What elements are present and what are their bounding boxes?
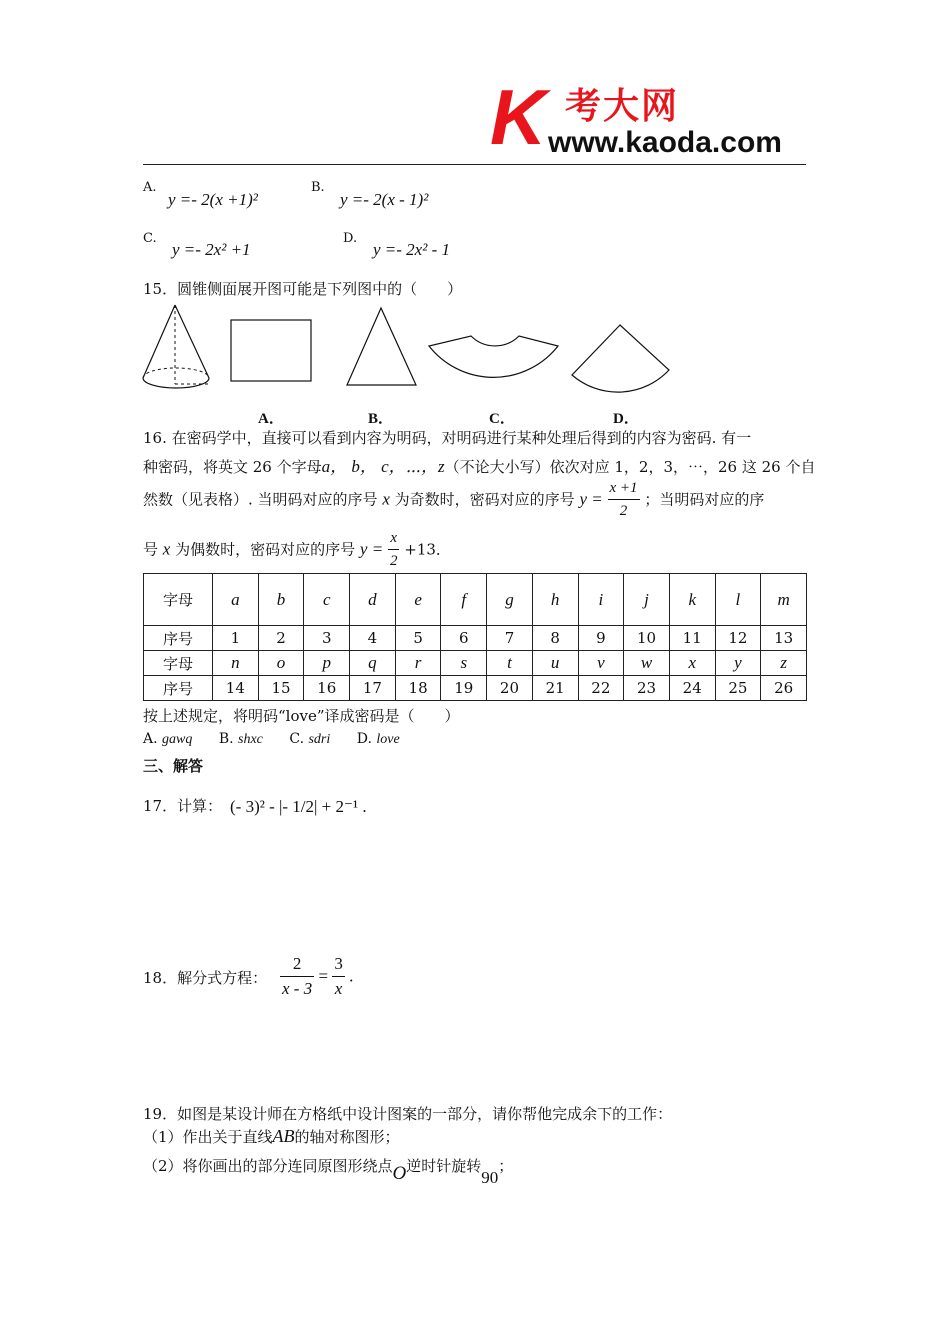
logo-k-glyph: K — [490, 73, 547, 161]
q19-line3-o: O — [392, 1163, 407, 1184]
q16-line4-y: y = — [359, 539, 384, 559]
table-cell: s — [441, 651, 487, 676]
table-cell: 14 — [213, 676, 259, 701]
cone-figure — [143, 305, 209, 388]
q14-option-d-math: y =- 2x² - 1 — [373, 240, 450, 259]
q16-line3-b: 为奇数时，密码对应的序号 — [394, 490, 575, 509]
q19-line3 — [143, 1155, 514, 1187]
table-cell: b — [258, 574, 304, 626]
q16-line2-b: （不论大小写）依次对应 1，2，3，⋯，26 这 26 个自 — [444, 458, 816, 476]
table-cell: 10 — [624, 626, 670, 651]
table-cell: c — [304, 574, 350, 626]
table-cell: o — [258, 651, 304, 676]
q16-line4-x: x — [162, 539, 171, 559]
table-cell: 8 — [532, 626, 578, 651]
table-cell: 18 — [395, 676, 441, 701]
q14-option-b-label: B. — [311, 180, 325, 195]
table-row — [144, 676, 807, 701]
q15-label-a: A． — [258, 411, 284, 427]
q18-den-left: x - 3 — [282, 979, 313, 998]
table-row-label: 字母 — [144, 651, 213, 676]
q16-question: 按上述规定，将明码“love”译成密码是（ ） — [143, 707, 460, 725]
table-cell: 1 — [213, 626, 259, 651]
table-row-label: 字母 — [144, 574, 213, 626]
q16-option-d-value: love — [376, 732, 400, 747]
q19-line2-b: 的轴对称图形； — [294, 1128, 400, 1146]
table-cell: t — [487, 651, 533, 676]
header-divider — [143, 164, 806, 165]
table-cell: i — [578, 574, 624, 626]
q14-option-a-label: A. — [143, 180, 157, 195]
table-cell: 13 — [761, 626, 807, 651]
section-title: 三、解答 — [143, 757, 204, 775]
table-cell: n — [213, 651, 259, 676]
q18-fraction-right — [332, 952, 345, 1001]
table-cell: x — [669, 651, 715, 676]
table-cell: 25 — [715, 676, 761, 701]
q18-end: . — [349, 966, 354, 986]
table-cell: 19 — [441, 676, 487, 701]
q19-line3-a: （2）将你画出的部分连同原图形绕点 — [143, 1157, 393, 1175]
table-cell: p — [304, 651, 350, 676]
q15-label-d: D． — [613, 411, 639, 427]
table-cell: 5 — [395, 626, 441, 651]
table-cell: 22 — [578, 676, 624, 701]
q16-line1: 16. 在密码学中，直接可以看到内容为明码，对明码进行某种处理后得到的内容为密码. 有一 — [143, 429, 752, 447]
q18-equation — [280, 952, 353, 1001]
q16-line2-a: 种密码，将英文 26 个字母 — [143, 458, 322, 476]
q19-line2-a: （1）作出关于直线 — [143, 1128, 273, 1146]
q19-line3-c: ； — [498, 1157, 514, 1175]
q18-equals: = — [318, 966, 329, 986]
table-cell: 3 — [304, 626, 350, 651]
q16-line4-b: 为偶数时，密码对应的序号 — [175, 540, 356, 559]
table-cell: 4 — [350, 626, 396, 651]
q17-label: 17．计算： — [143, 797, 223, 815]
logo-title: 考大网 — [565, 86, 680, 127]
q19-line1: 19．如图是某设计师在方格纸中设计图案的一部分，请你帮他完成余下的工作： — [143, 1105, 673, 1123]
q15-text: 15．圆锥侧面展开图可能是下列图中的（ ） — [143, 280, 463, 298]
q16-line2 — [143, 452, 815, 477]
q14-option-d-label: D. — [343, 231, 358, 246]
q18-fraction-left — [280, 952, 314, 1001]
table-row — [144, 574, 807, 626]
q16-fraction-odd-num: x +1 — [608, 477, 640, 500]
q16-fraction-even-den: 2 — [389, 553, 398, 569]
q15-label-c: C． — [489, 411, 515, 427]
table-cell: e — [395, 574, 441, 626]
table-cell: v — [578, 651, 624, 676]
table-cell: 6 — [441, 626, 487, 651]
q18-label: 18．解分式方程： — [143, 969, 268, 987]
q16-line3-y: y = — [579, 489, 603, 509]
option-d-sector — [572, 325, 669, 392]
q16-option-a-label: A. — [143, 731, 158, 747]
table-cell: 24 — [669, 676, 715, 701]
q18-num-left: 2 — [280, 952, 314, 977]
table-cell: 20 — [487, 676, 533, 701]
table-cell: 16 — [304, 676, 350, 701]
option-a-rectangle — [231, 320, 311, 381]
table-cell: g — [487, 574, 533, 626]
q16-line4-c: +13． — [404, 540, 451, 559]
table-cell: w — [624, 651, 670, 676]
table-cell: 17 — [350, 676, 396, 701]
q17-math: (- 3)² - |- 1/2| + 2⁻¹ . — [230, 797, 367, 816]
table-cell: 2 — [258, 626, 304, 651]
table-cell: 12 — [715, 626, 761, 651]
q16-option-c-value: sdri — [308, 732, 331, 747]
table-cell: 23 — [624, 676, 670, 701]
table-cell: u — [532, 651, 578, 676]
q16-fraction-even — [388, 527, 400, 572]
table-cell: m — [761, 574, 807, 626]
table-row — [144, 626, 807, 651]
q19-line2 — [143, 1126, 400, 1147]
q18-den-right: x — [334, 979, 343, 998]
table-row — [144, 651, 807, 676]
q16-option-d-label: D. — [356, 731, 372, 747]
q15-figures — [138, 300, 678, 400]
table-cell: r — [395, 651, 441, 676]
q19-line2-ab: AB — [272, 1126, 295, 1146]
table-cell: j — [624, 574, 670, 626]
q16-option-b-label: B. — [218, 731, 234, 747]
option-c-annular-sector — [429, 336, 558, 377]
q14-option-b-math: y =- 2(x - 1)² — [340, 190, 429, 209]
table-cell: 21 — [532, 676, 578, 701]
table-cell: f — [441, 574, 487, 626]
table-cell: z — [761, 651, 807, 676]
q16-fraction-odd-den: 2 — [619, 503, 628, 519]
q16-option-a-value: gawq — [162, 732, 193, 747]
q16-options — [143, 731, 400, 748]
q16-fraction-odd — [608, 477, 640, 522]
table-cell: 7 — [487, 626, 533, 651]
table-row-label: 序号 — [144, 676, 213, 701]
q16-line4-a: 号 — [143, 540, 159, 559]
table-cell: y — [715, 651, 761, 676]
q15-label-b: B． — [368, 411, 394, 427]
table-cell: d — [350, 574, 396, 626]
q16-line3-c: ；当明码对应的序 — [644, 490, 765, 509]
q14-option-a-math: y =- 2(x +1)² — [168, 190, 258, 209]
table-cell: q — [350, 651, 396, 676]
q19-line3-deg: 90 — [481, 1168, 499, 1187]
table-cell: 26 — [761, 676, 807, 701]
table-cell: h — [532, 574, 578, 626]
q16-option-c-label: C. — [289, 731, 305, 747]
q16-line4 — [143, 527, 451, 572]
cipher-table — [143, 573, 807, 701]
q16-line2-letters: a， b， c，⋯，z — [321, 457, 445, 476]
q16-line3-x: x — [382, 489, 390, 509]
table-cell: 11 — [669, 626, 715, 651]
logo-url: www.kaoda.com — [548, 126, 782, 159]
q16-fraction-even-num: x — [388, 527, 400, 550]
q18-num-right: 3 — [332, 952, 345, 977]
q14-option-c-math: y =- 2x² +1 — [172, 240, 251, 259]
q16-line3 — [143, 477, 764, 522]
q16-option-b-value: shxc — [238, 732, 263, 747]
option-b-triangle — [347, 308, 416, 385]
table-cell: k — [669, 574, 715, 626]
table-cell: l — [715, 574, 761, 626]
table-row-label: 序号 — [144, 626, 213, 651]
q19-line3-b: 逆时针旋转 — [406, 1157, 482, 1175]
q14-option-c-label: C. — [143, 231, 157, 246]
q16-line3-a: 然数（见表格）. 当明码对应的序号 — [143, 490, 378, 509]
table-cell: 9 — [578, 626, 624, 651]
table-cell: 15 — [258, 676, 304, 701]
table-cell: a — [213, 574, 259, 626]
